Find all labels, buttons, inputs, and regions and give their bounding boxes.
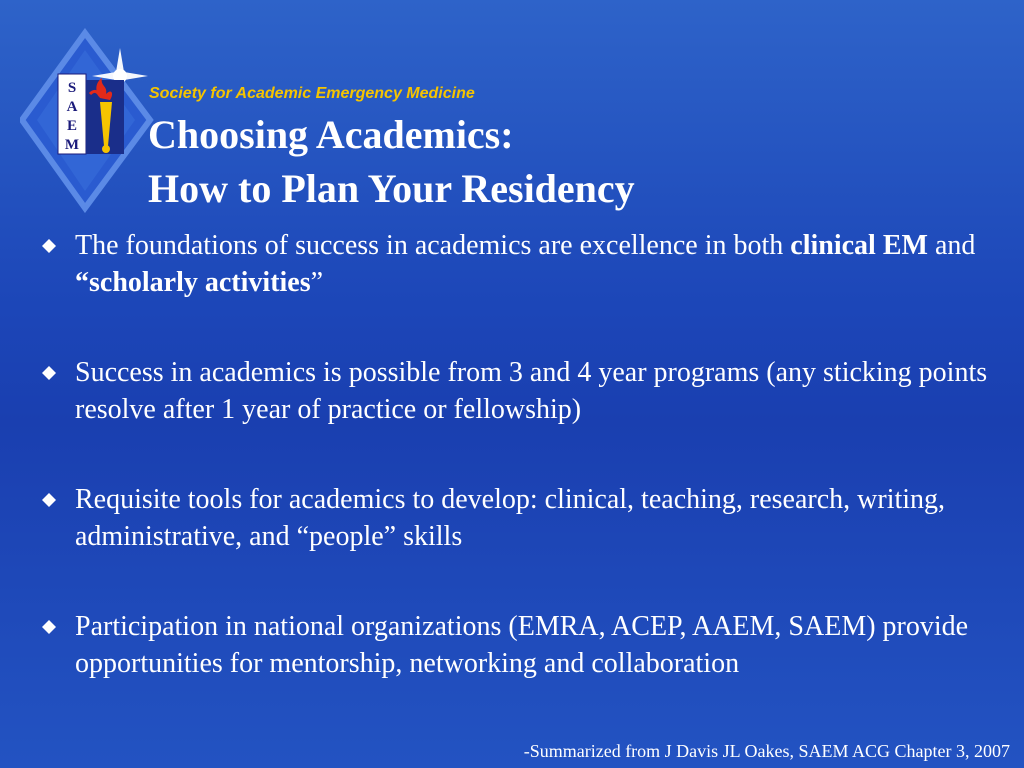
diamond-bullet-icon bbox=[42, 366, 56, 380]
diamond-bullet-icon bbox=[42, 620, 56, 634]
logo-letter-a: A bbox=[66, 99, 78, 115]
bullet-bold-clinical-em: clinical EM bbox=[790, 230, 928, 261]
bullet-bold-scholarly: “scholarly activities bbox=[75, 267, 311, 298]
source-citation: -Summarized from J Davis JL Oakes, SAEM ACG Chapter 3, 2007 bbox=[523, 741, 1010, 761]
bullet-text-part: and bbox=[927, 230, 976, 261]
bullet-text-part: ” bbox=[310, 267, 324, 298]
diamond-bullet-icon bbox=[42, 493, 56, 507]
bullet-text: Requisite tools for academics to develop: clinical, teaching, research, writing, administrative, and “people” skills bbox=[75, 484, 946, 552]
bullet-text: Success in academics is possible from 3 and 4 year programs (any sticking points resolve after 1 year of practice or fellowship) bbox=[75, 357, 988, 425]
diamond-bullet-icon bbox=[42, 239, 56, 253]
society-name: Society for Academic Emergency Medicine bbox=[149, 85, 475, 102]
title-line-1: Choosing Academics: bbox=[148, 112, 514, 157]
logo-letter-e: E bbox=[66, 118, 78, 134]
bullet-text bbox=[75, 227, 995, 301]
slide-title bbox=[148, 108, 635, 216]
bullet-text: Participation in national organizations (EMRA, ACEP, AAEM, SAEM) provide opportunities for mentorship, networking and collaboration bbox=[75, 611, 969, 679]
title-line-2: How to Plan Your Residency bbox=[148, 166, 635, 211]
torch-icon bbox=[86, 78, 124, 154]
bullet-text-part: The foundations of success in academics are excellence in both bbox=[75, 230, 791, 261]
logo-letter-s: S bbox=[67, 80, 77, 96]
logo-letter-m: M bbox=[64, 137, 80, 153]
